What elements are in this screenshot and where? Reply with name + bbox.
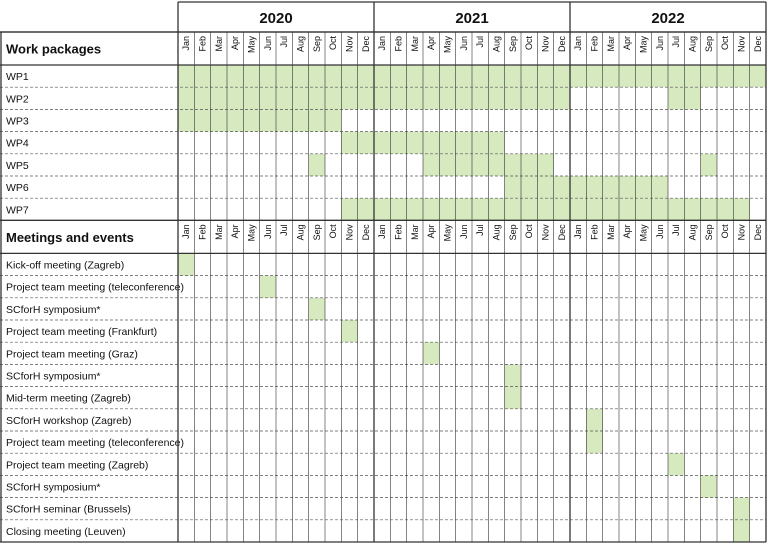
month-label: Sep	[507, 224, 518, 241]
month-label: Apr	[426, 36, 437, 51]
month-label: Jun	[262, 224, 273, 239]
month-label: Sep	[507, 36, 518, 53]
work-package-label: WP4	[6, 137, 29, 150]
filled-period-cell	[423, 342, 439, 364]
month-label: Jan	[377, 224, 388, 239]
filled-period-cell	[309, 298, 325, 320]
month-label: Jan	[573, 224, 584, 239]
month-label: Oct	[720, 36, 731, 51]
section-title: Work packages	[6, 41, 102, 57]
month-label: Oct	[524, 36, 535, 51]
month-label: Aug	[687, 224, 698, 241]
filled-period-cell	[701, 154, 717, 176]
work-package-label: WP7	[6, 204, 29, 217]
month-label: Jun	[654, 36, 665, 51]
section-title: Meetings and events	[6, 229, 134, 245]
month-label: Feb	[589, 36, 600, 52]
meeting-label: Project team meeting (Frankfurt)	[6, 326, 158, 339]
meeting-label: Project team meeting (teleconference)	[6, 437, 185, 450]
meeting-label: SCforH symposium*	[6, 370, 101, 383]
month-label: Jul	[279, 36, 290, 48]
month-label: Aug	[295, 224, 306, 241]
meeting-label: Project team meeting (Graz)	[6, 348, 138, 361]
month-label: Jul	[279, 224, 290, 236]
filled-period-cell	[701, 475, 717, 497]
filled-period-cell	[733, 520, 749, 542]
month-label: Oct	[328, 224, 339, 239]
month-label: Jan	[573, 36, 584, 51]
month-label: Dec	[360, 224, 371, 241]
month-label: Apr	[426, 224, 437, 239]
filled-period-cell	[668, 453, 684, 475]
month-label: Jun	[458, 36, 469, 51]
month-label: Aug	[491, 224, 502, 241]
month-label: Jul	[475, 224, 486, 236]
month-label: Nov	[344, 36, 355, 53]
month-label: Apr	[230, 224, 241, 239]
month-label: Mar	[605, 224, 616, 240]
month-label: May	[442, 224, 453, 242]
month-label: Feb	[197, 36, 208, 52]
month-label: Mar	[605, 36, 616, 52]
filled-period-cell	[505, 364, 521, 386]
filled-period-cell	[733, 498, 749, 520]
month-label: Jan	[181, 224, 192, 239]
month-label: Feb	[393, 36, 404, 52]
month-label: Dec	[752, 36, 763, 53]
month-label: Apr	[622, 36, 633, 51]
filled-period-cell	[178, 253, 194, 275]
work-package-label: WP6	[6, 182, 29, 195]
month-label: Jun	[458, 224, 469, 239]
meeting-label: Project team meeting (teleconference)	[6, 281, 185, 294]
month-label: Nov	[344, 224, 355, 241]
month-label: Apr	[230, 36, 241, 51]
month-label: Jan	[181, 36, 192, 51]
meeting-label: SCforH workshop (Zagreb)	[6, 414, 132, 427]
month-label: Feb	[393, 224, 404, 240]
filled-period-cell	[341, 320, 357, 342]
filled-period-cell	[341, 198, 749, 220]
month-label: Nov	[540, 224, 551, 241]
month-label: Feb	[589, 224, 600, 240]
month-label: Aug	[687, 36, 698, 53]
month-label: Sep	[311, 224, 322, 241]
month-label: Jun	[262, 36, 273, 51]
meeting-label: Mid-term meeting (Zagreb)	[6, 392, 131, 405]
meeting-label: SCforH seminar (Brussels)	[6, 503, 131, 516]
month-label: Aug	[295, 36, 306, 53]
meeting-label: Project team meeting (Zagreb)	[6, 459, 149, 472]
month-label: Feb	[197, 224, 208, 240]
year-label: 2021	[455, 10, 489, 27]
meeting-label: SCforH symposium*	[6, 481, 101, 494]
month-label: Jul	[671, 36, 682, 48]
meeting-label: SCforH symposium*	[6, 303, 101, 316]
month-label: Sep	[311, 36, 322, 53]
month-label: Jan	[377, 36, 388, 51]
month-label: Dec	[556, 224, 567, 241]
month-label: Sep	[703, 224, 714, 241]
work-package-label: WP3	[6, 115, 29, 128]
month-label: May	[638, 224, 649, 242]
month-label: Dec	[556, 36, 567, 53]
month-label: Nov	[736, 36, 747, 53]
filled-period-cell	[309, 154, 325, 176]
filled-period-cell	[586, 409, 602, 431]
month-label: May	[246, 224, 257, 242]
meeting-label: Closing meeting (Leuven)	[6, 525, 126, 538]
month-label: Mar	[409, 36, 420, 52]
year-label: 2020	[259, 10, 293, 27]
year-label: 2022	[651, 10, 685, 27]
month-label: Aug	[491, 36, 502, 53]
month-label: Jul	[671, 224, 682, 236]
month-label: Mar	[213, 36, 224, 52]
month-label: Dec	[752, 224, 763, 241]
month-label: Jun	[654, 224, 665, 239]
work-package-label: WP1	[6, 71, 29, 84]
filled-period-cell	[505, 387, 521, 409]
month-label: Dec	[360, 36, 371, 53]
meeting-label: Kick-off meeting (Zagreb)	[6, 259, 125, 272]
month-label: Nov	[736, 224, 747, 241]
month-label: Oct	[720, 224, 731, 239]
month-label: Nov	[540, 36, 551, 53]
filled-period-cell	[586, 431, 602, 453]
month-label: May	[638, 36, 649, 54]
month-label: Oct	[524, 224, 535, 239]
month-label: Sep	[703, 36, 714, 53]
work-package-label: WP2	[6, 93, 29, 106]
month-label: May	[442, 36, 453, 54]
work-package-label: WP5	[6, 159, 29, 172]
month-label: Jul	[475, 36, 486, 48]
month-label: Mar	[409, 224, 420, 240]
month-label: Oct	[328, 36, 339, 51]
month-label: Apr	[622, 224, 633, 239]
month-label: May	[246, 36, 257, 54]
filled-period-cell	[260, 276, 276, 298]
month-label: Mar	[213, 224, 224, 240]
